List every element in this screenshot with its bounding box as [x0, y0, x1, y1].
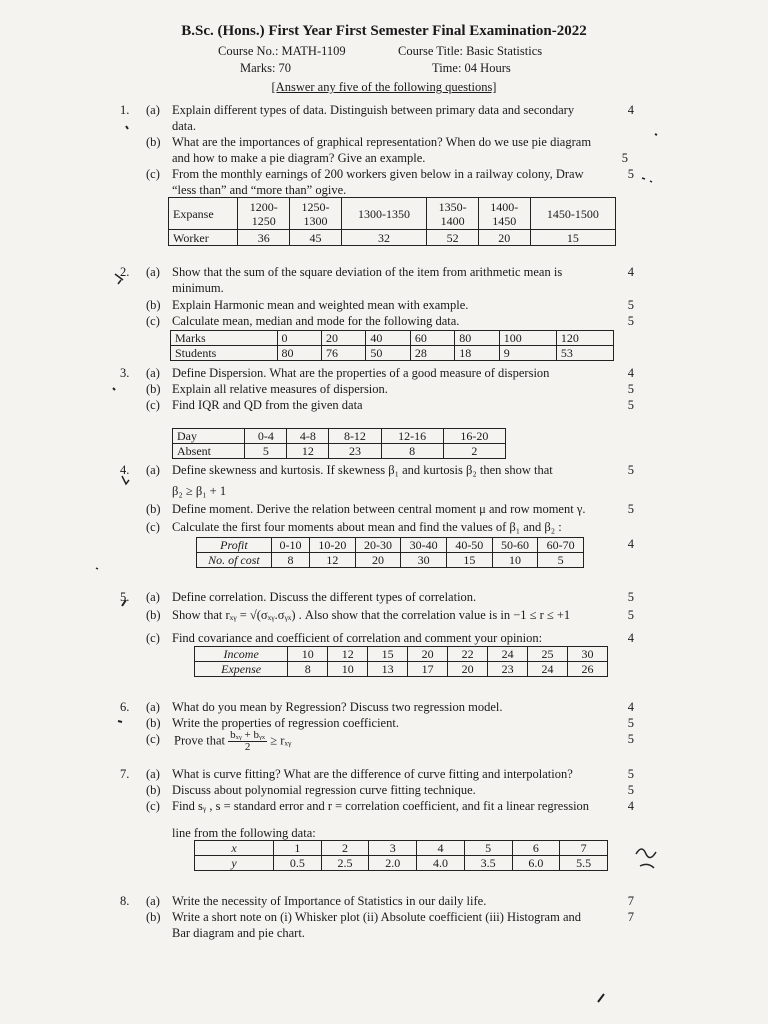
fraction-denominator: 2 — [244, 741, 251, 753]
table-cell: 9 — [499, 346, 556, 361]
part-label: (c) — [146, 520, 160, 534]
table-cell: 4 — [417, 841, 465, 856]
table-cell: 5.5 — [560, 856, 608, 871]
table-cell: 20 — [448, 662, 488, 677]
table-cell: 0-10 — [271, 538, 309, 553]
marks: 5 — [627, 502, 634, 516]
table-cell: 20 — [408, 647, 448, 662]
pen-mark — [96, 568, 98, 569]
part-label: (c) — [146, 631, 160, 645]
question-text: Show that rₓᵧ = √(σₓᵧ.σᵧₓ) . Also show that the correlation value is in −1 ≤ r ≤ +1 — [172, 608, 571, 622]
table-cell: 13 — [368, 662, 408, 677]
table-header: Absent — [173, 444, 245, 459]
question-text: Explain Harmonic mean and weighted mean with example. — [172, 298, 469, 312]
table-cell: 3.5 — [464, 856, 512, 871]
part-label: (a) — [146, 590, 160, 604]
marks: 4 — [627, 366, 634, 380]
marks: 5 — [627, 314, 634, 328]
question-text: Show that the sum of the square deviation of the item from arithmetic mean is — [172, 265, 563, 279]
table-cell: 20 — [321, 331, 365, 346]
part-label: (a) — [146, 700, 160, 714]
fraction-numerator: bₓᵧ + bᵧₓ — [230, 729, 266, 741]
part-label: (b) — [146, 716, 161, 730]
table-cell: 5 — [464, 841, 512, 856]
marks: 5 — [627, 167, 634, 181]
table-cell: 30 — [568, 647, 608, 662]
table-cell: 3 — [369, 841, 417, 856]
table-cell: 30 — [401, 553, 447, 568]
pen-mark — [118, 721, 122, 722]
table-cell: 2 — [443, 444, 505, 459]
pen-mark — [655, 134, 657, 135]
table-cell: 20 — [478, 230, 530, 246]
table-cell: 10 — [328, 662, 368, 677]
part-label: (b) — [146, 502, 161, 516]
pen-mark — [636, 849, 656, 868]
course-title: Course Title: Basic Statistics — [398, 44, 543, 58]
question-text: and how to make a pie diagram? Give an example. — [172, 151, 426, 165]
table-cell: 7 — [560, 841, 608, 856]
part-label: (c) — [146, 398, 160, 412]
part-label: (c) — [146, 167, 160, 181]
question-text: Calculate mean, median and mode for the following data. — [172, 314, 460, 328]
table-header: Day — [173, 429, 245, 444]
table-cell: 20-30 — [355, 538, 401, 553]
table-cell: 76 — [321, 346, 365, 361]
question-text: Define Dispersion. What are the properties of a good measure of dispersion — [172, 366, 550, 380]
instruction: [Answer any five of the following questions] — [271, 80, 497, 94]
marks: 4 — [627, 700, 634, 714]
marks: 4 — [627, 537, 634, 551]
question-text: What are the importances of graphical representation? When do we use pie diagram — [172, 135, 592, 149]
table-cell: 8 — [288, 662, 328, 677]
marks: 4 — [627, 631, 634, 645]
part-label: (a) — [146, 366, 160, 380]
question-text: Explain different types of data. Distinguish between primary data and secondary — [172, 103, 575, 117]
table-cell: 80 — [455, 331, 499, 346]
table-cell: 23 — [329, 444, 381, 459]
question-text: data. — [172, 119, 196, 133]
table-cell: 12 — [310, 553, 356, 568]
table-cell: 45 — [290, 230, 342, 246]
table-cell: 12 — [328, 647, 368, 662]
table-cell: 50 — [366, 346, 410, 361]
marks: 5 — [621, 151, 628, 165]
table-cell: 6 — [512, 841, 560, 856]
question-text: Find covariance and coefficient of correlation and comment your opinion: — [172, 631, 543, 645]
part-label: (b) — [146, 783, 161, 797]
pen-mark — [598, 994, 604, 1002]
table-cell: 23 — [488, 662, 528, 677]
table-cell: 15 — [530, 230, 615, 246]
marks: 5 — [627, 298, 634, 312]
table-cell: 25 — [528, 647, 568, 662]
table-cell: 10 — [492, 553, 538, 568]
table-cell: 0-4 — [245, 429, 287, 444]
marks: 5 — [627, 732, 634, 746]
table-cell: 60 — [410, 331, 454, 346]
question-text: Write the necessity of Importance of Statistics in our daily life. — [172, 894, 487, 908]
table-header: Expanse — [169, 198, 238, 230]
table-cell: 50-60 — [492, 538, 538, 553]
table-cell: 1350- 1400 — [427, 198, 479, 230]
table-cell: 32 — [341, 230, 426, 246]
question-text: Calculate the first four moments about mean and find the values of β₁ and β₂ : — [172, 520, 562, 534]
question-text: β₂ ≥ β₁ + 1 — [172, 484, 227, 498]
table-cell: 1 — [274, 841, 322, 856]
marks: 5 — [627, 716, 634, 730]
marks: 5 — [627, 767, 634, 781]
part-label: (b) — [146, 298, 161, 312]
question-text: Write the properties of regression coefficient. — [172, 716, 399, 730]
table-cell: 18 — [455, 346, 499, 361]
table-cell: 15 — [368, 647, 408, 662]
question-number: 4. — [120, 463, 130, 477]
table-cell: 10 — [288, 647, 328, 662]
question-text: Write a short note on (i) Whisker plot (ii) Absolute coefficient (iii) Histogram and — [172, 910, 582, 924]
table-cell: 52 — [427, 230, 479, 246]
part-label: (b) — [146, 608, 161, 622]
pen-mark — [113, 388, 115, 390]
question-text: Find sᵧ , s = standard error and r = correlation coefficient, and fit a linear regression — [172, 799, 590, 813]
table-cell: 100 — [499, 331, 556, 346]
marks: 4 — [627, 265, 634, 279]
table-cell: 15 — [447, 553, 493, 568]
table-cell: 36 — [238, 230, 290, 246]
table-header: y — [195, 856, 274, 871]
table-cell: 8-12 — [329, 429, 381, 444]
part-label: (c) — [146, 732, 160, 746]
question-text: line from the following data: — [172, 826, 316, 840]
exam-title: B.Sc. (Hons.) First Year First Semester Final Examination-2022 — [181, 23, 587, 39]
part-label: (b) — [146, 910, 161, 924]
table-header: Profit — [197, 538, 272, 553]
table-header: Worker — [169, 230, 238, 246]
table-cell: 12-16 — [381, 429, 443, 444]
marks: 5 — [627, 590, 634, 604]
question-text: From the monthly earnings of 200 workers given below in a railway colony, Draw — [172, 167, 584, 181]
table-cell: 4.0 — [417, 856, 465, 871]
question-text: Discuss about polynomial regression curve fitting technique. — [172, 783, 476, 797]
question-number: 7. — [120, 767, 130, 781]
question-text: “less than” and “more than” ogive. — [172, 183, 347, 197]
question-text: minimum. — [172, 281, 224, 295]
marks: 4 — [627, 799, 634, 813]
table-cell: 0.5 — [274, 856, 322, 871]
part-label: (a) — [146, 767, 160, 781]
question-text: Bar diagram and pie chart. — [172, 926, 305, 940]
table-cell: 4-8 — [287, 429, 329, 444]
pen-mark — [122, 600, 126, 606]
table-cell: 30-40 — [401, 538, 447, 553]
marks: 5 — [627, 608, 634, 622]
pen-mark — [122, 476, 129, 484]
marks: 5 — [627, 783, 634, 797]
table-cell: 6.0 — [512, 856, 560, 871]
table-cell: 1200- 1250 — [238, 198, 290, 230]
part-label: (b) — [146, 382, 161, 396]
table-cell: 26 — [568, 662, 608, 677]
question-number: 5. — [120, 590, 130, 604]
question-text: Define moment. Derive the relation between central moment μ and row moment γ. — [172, 502, 586, 516]
table-cell: 1300-1350 — [341, 198, 426, 230]
pen-mark — [115, 274, 123, 284]
table-header: Income — [195, 647, 288, 662]
pen-mark — [642, 178, 652, 182]
formula-suffix: ≥ rₓᵧ — [270, 733, 292, 748]
question-number: 2. — [120, 265, 130, 279]
table-cell: 22 — [448, 647, 488, 662]
table-cell: 8 — [381, 444, 443, 459]
question-number: 3. — [120, 366, 130, 380]
table-cell: 28 — [410, 346, 454, 361]
course-number: Course No.: MATH-1109 — [218, 44, 346, 58]
table-cell: 24 — [528, 662, 568, 677]
part-label: (a) — [146, 103, 160, 117]
table-cell: 40-50 — [447, 538, 493, 553]
exam-time: Time: 04 Hours — [432, 61, 511, 75]
table-cell: 17 — [408, 662, 448, 677]
part-label: (c) — [146, 314, 160, 328]
table-header: x — [195, 841, 274, 856]
question-text: Find IQR and QD from the given data — [172, 398, 363, 412]
part-label: (a) — [146, 894, 160, 908]
table-cell: 40 — [366, 331, 410, 346]
table-cell: 80 — [277, 346, 321, 361]
table-header: Expense — [195, 662, 288, 677]
total-marks: Marks: 70 — [240, 61, 292, 75]
table-cell: 5 — [245, 444, 287, 459]
question-text: Explain all relative measures of dispersion. — [172, 382, 388, 396]
table-cell: 1250- 1300 — [290, 198, 342, 230]
table-header: No. of cost — [197, 553, 272, 568]
table-cell: 5 — [538, 553, 584, 568]
pen-mark — [126, 126, 128, 129]
question-number: 1. — [120, 103, 130, 117]
part-label: (a) — [146, 463, 160, 477]
question-text: What is curve fitting? What are the difference of curve fitting and interpolation? — [172, 767, 573, 781]
marks: 7 — [627, 910, 634, 924]
table-cell: 1450-1500 — [530, 198, 615, 230]
marks: 5 — [627, 463, 634, 477]
marks: 5 — [627, 398, 634, 412]
table-cell: 53 — [556, 346, 613, 361]
table-cell: 1400- 1450 — [478, 198, 530, 230]
table-cell: 16-20 — [443, 429, 505, 444]
question-text: What do you mean by Regression? Discuss two regression model. — [172, 700, 503, 714]
marks: 4 — [627, 103, 634, 117]
table-cell: 2.5 — [321, 856, 369, 871]
table-header: Students — [171, 346, 278, 361]
part-label: (b) — [146, 135, 161, 149]
question-number: 8. — [120, 894, 130, 908]
question-text: Define skewness and kurtosis. If skewness β₁ and kurtosis β₂ then show that — [172, 463, 553, 477]
marks: 5 — [627, 382, 634, 396]
table-cell: 20 — [355, 553, 401, 568]
question-text: Define correlation. Discuss the different types of correlation. — [172, 590, 477, 604]
table-cell: 10-20 — [310, 538, 356, 553]
table-cell: 12 — [287, 444, 329, 459]
part-label: (c) — [146, 799, 160, 813]
question-number: 6. — [120, 700, 130, 714]
table-cell: 8 — [271, 553, 309, 568]
table-cell: 2.0 — [369, 856, 417, 871]
table-cell: 60-70 — [538, 538, 584, 553]
table-cell: 24 — [488, 647, 528, 662]
table-cell: 0 — [277, 331, 321, 346]
formula-prefix: Prove that — [174, 733, 226, 748]
part-label: (a) — [146, 265, 160, 279]
table-cell: 120 — [556, 331, 613, 346]
table-cell: 2 — [321, 841, 369, 856]
table-header: Marks — [171, 331, 278, 346]
marks: 7 — [627, 894, 634, 908]
